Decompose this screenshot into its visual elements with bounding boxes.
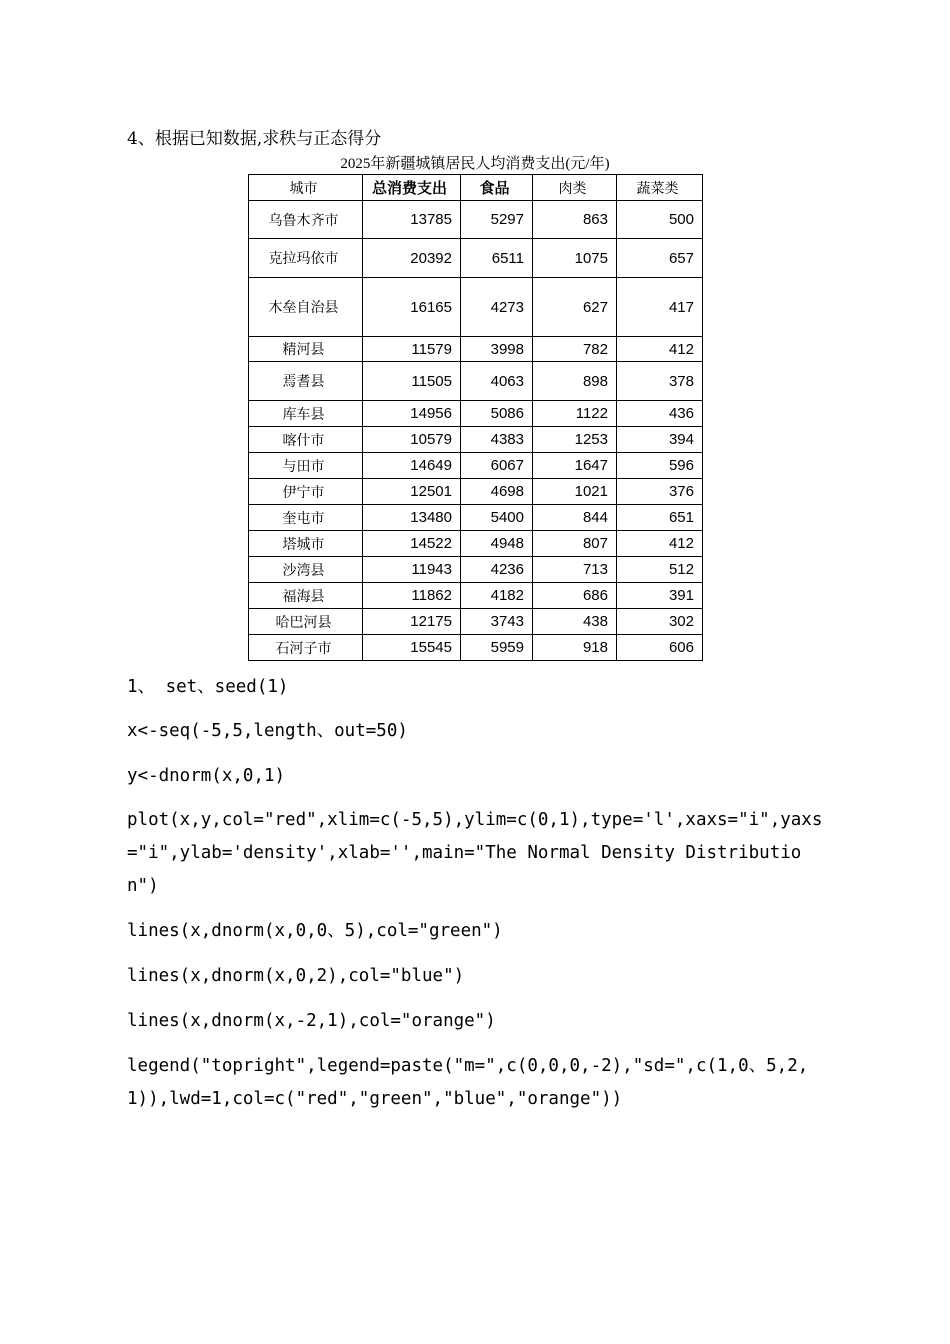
table-cell-city: 精河县 — [249, 337, 363, 362]
code-line: 1、 set、seed(1) — [127, 677, 289, 697]
table-row — [249, 479, 703, 505]
table-cell-vegetables: 417 — [617, 278, 703, 337]
table-cell-food: 5959 — [461, 635, 533, 661]
table-cell-vegetables: 596 — [617, 453, 703, 479]
table-cell-total: 14649 — [363, 453, 461, 479]
table-cell-meat: 438 — [533, 609, 617, 635]
table-cell-vegetables: 302 — [617, 609, 703, 635]
table-cell-meat: 807 — [533, 531, 617, 557]
table-cell-total: 13785 — [363, 201, 461, 239]
table-row — [249, 337, 703, 362]
table-cell-meat: 1075 — [533, 239, 617, 278]
table-cell-total: 10579 — [363, 427, 461, 453]
code-line: lines(x,dnorm(x,-2,1),col="orange") — [127, 1011, 496, 1031]
code-line: lines(x,dnorm(x,0,2),col="blue") — [127, 966, 465, 986]
table-cell-food: 5086 — [461, 401, 533, 427]
table-cell-vegetables: 378 — [617, 362, 703, 401]
table-cell-meat: 686 — [533, 583, 617, 609]
column-header-meat: 肉类 — [533, 175, 617, 201]
table-cell-vegetables: 412 — [617, 531, 703, 557]
table-cell-vegetables: 391 — [617, 583, 703, 609]
table-row — [249, 557, 703, 583]
table-cell-total: 15545 — [363, 635, 461, 661]
column-header-vegetables: 蔬菜类 — [617, 175, 703, 201]
table-cell-food: 4273 — [461, 278, 533, 337]
table-cell-vegetables: 651 — [617, 505, 703, 531]
table-cell-city: 乌鲁木齐市 — [249, 201, 363, 239]
table-cell-city: 喀什市 — [249, 427, 363, 453]
table-cell-total: 14956 — [363, 401, 461, 427]
table-cell-food: 3998 — [461, 337, 533, 362]
table-cell-total: 11579 — [363, 337, 461, 362]
table-row — [249, 201, 703, 239]
table-cell-city: 奎屯市 — [249, 505, 363, 531]
table-cell-total: 14522 — [363, 531, 461, 557]
table-cell-vegetables: 512 — [617, 557, 703, 583]
code-line: plot(x,y,col="red",xlim=c(-5,5),ylim=c(0,1),type='l',xaxs="i",yaxs="i",ylab='density',xlab='',main="The Normal Density Distribution") — [127, 810, 823, 896]
table-cell-vegetables: 500 — [617, 201, 703, 239]
table-cell-vegetables: 376 — [617, 479, 703, 505]
code-line: legend("topright",legend=paste("m=",c(0,0,0,-2),"sd=",c(1,0、5,2,1)),lwd=1,col=c("red","green","blue","orange")) — [127, 1056, 809, 1109]
table-cell-city: 沙湾县 — [249, 557, 363, 583]
table-cell-food: 3743 — [461, 609, 533, 635]
code-line: y<-dnorm(x,0,1) — [127, 766, 286, 786]
table-cell-meat: 1647 — [533, 453, 617, 479]
table-row — [249, 583, 703, 609]
table-row — [249, 239, 703, 278]
table-cell-city: 石河子市 — [249, 635, 363, 661]
table-cell-meat: 1253 — [533, 427, 617, 453]
table-row — [249, 278, 703, 337]
code-line: lines(x,dnorm(x,0,0、5),col="green") — [127, 921, 503, 941]
table-cell-total: 11862 — [363, 583, 461, 609]
table-row — [249, 401, 703, 427]
table-cell-total: 12501 — [363, 479, 461, 505]
table-cell-meat: 713 — [533, 557, 617, 583]
table-header-row — [249, 175, 703, 201]
table-cell-meat: 918 — [533, 635, 617, 661]
section-heading: 4、根据已知数据,求秩与正态得分 — [127, 129, 382, 149]
column-header-city: 城市 — [249, 175, 363, 201]
column-header-total: 总消费支出 — [363, 175, 461, 201]
table-cell-meat: 1122 — [533, 401, 617, 427]
table-cell-meat: 1021 — [533, 479, 617, 505]
table-cell-city: 塔城市 — [249, 531, 363, 557]
table-cell-vegetables: 436 — [617, 401, 703, 427]
table-cell-food: 6067 — [461, 453, 533, 479]
table-cell-food: 5400 — [461, 505, 533, 531]
table-cell-meat: 844 — [533, 505, 617, 531]
table-cell-food: 4063 — [461, 362, 533, 401]
table-cell-meat: 627 — [533, 278, 617, 337]
table-cell-meat: 782 — [533, 337, 617, 362]
table-row — [249, 609, 703, 635]
table-cell-vegetables: 394 — [617, 427, 703, 453]
table-cell-total: 20392 — [363, 239, 461, 278]
table-cell-food: 4383 — [461, 427, 533, 453]
table-cell-city: 伊宁市 — [249, 479, 363, 505]
table-cell-city: 福海县 — [249, 583, 363, 609]
table-cell-total: 16165 — [363, 278, 461, 337]
table-cell-city: 库车县 — [249, 401, 363, 427]
consumption-table — [248, 174, 703, 661]
column-header-food: 食品 — [461, 175, 533, 201]
table-cell-total: 11505 — [363, 362, 461, 401]
table-cell-total: 11943 — [363, 557, 461, 583]
table-cell-vegetables: 606 — [617, 635, 703, 661]
table-body — [249, 201, 703, 661]
table-cell-city: 与田市 — [249, 453, 363, 479]
code-line: x<-seq(-5,5,length、out=50) — [127, 721, 408, 741]
table-row — [249, 427, 703, 453]
table-cell-food: 4236 — [461, 557, 533, 583]
table-cell-food: 5297 — [461, 201, 533, 239]
table-cell-vegetables: 657 — [617, 239, 703, 278]
table-cell-city: 焉耆县 — [249, 362, 363, 401]
table-cell-city: 克拉玛依市 — [249, 239, 363, 278]
table-row — [249, 505, 703, 531]
table-row — [249, 635, 703, 661]
table-cell-meat: 863 — [533, 201, 617, 239]
table-cell-food: 4698 — [461, 479, 533, 505]
table-cell-city: 哈巴河县 — [249, 609, 363, 635]
table-cell-total: 12175 — [363, 609, 461, 635]
table-cell-meat: 898 — [533, 362, 617, 401]
table-cell-food: 6511 — [461, 239, 533, 278]
table-row — [249, 531, 703, 557]
table-cell-food: 4182 — [461, 583, 533, 609]
table-row — [249, 362, 703, 401]
table-cell-total: 13480 — [363, 505, 461, 531]
table-title: 2025年新疆城镇居民人均消费支出(元/年) — [340, 156, 610, 172]
table-row — [249, 453, 703, 479]
table-cell-food: 4948 — [461, 531, 533, 557]
table-cell-city: 木垒自治县 — [249, 278, 363, 337]
table-cell-vegetables: 412 — [617, 337, 703, 362]
